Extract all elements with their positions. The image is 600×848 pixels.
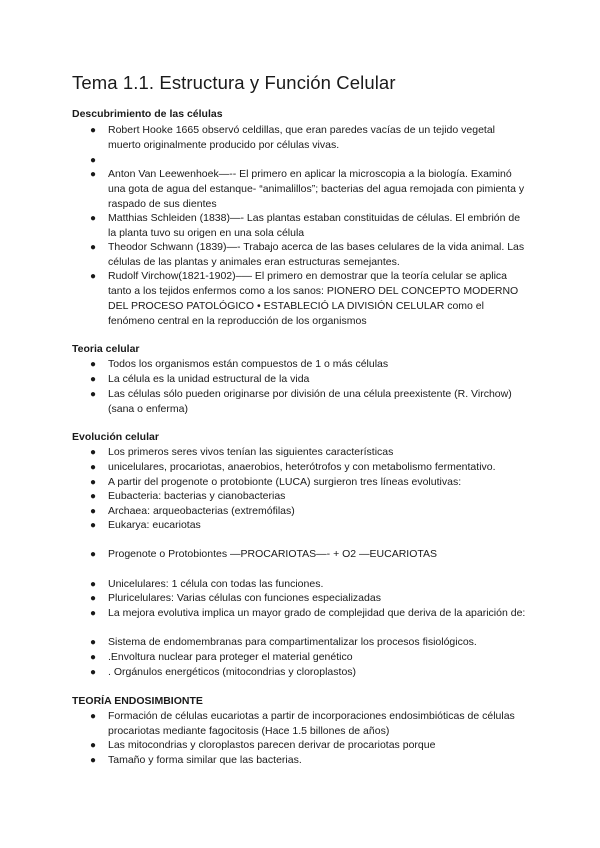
bullet-icon: ● xyxy=(90,374,97,385)
bullet-icon: ● xyxy=(90,389,97,400)
bullet-icon: ● xyxy=(90,579,97,590)
bullet-icon: ● xyxy=(90,506,97,517)
bullet-icon: ● xyxy=(90,155,97,166)
bullet-icon: ● xyxy=(90,462,97,473)
bullet-icon: ● xyxy=(90,213,97,224)
bullet-icon: ● xyxy=(90,593,97,604)
document-page: Tema 1.1. Estructura y Función Celular Descubrimiento de las células ● Robert Hooke 1665 observó celdillas, que eran paredes vacías de un tejido vegetal muerto originalmente producido por células vivas. ● ● Anton Van Leewenhoek—-- El primero en aplicar la microscopia a la biología. Examinó una gota de agua del estanque- “animalillos”; bacterias del agua remojada con pimienta y raspado de sus dientes ● Matthias Schleiden (1838)—- Las plantas estaban constituidas de células. El embrión de la planta tuvo su origen en una sola célula ● Theodor Schwann (1839)—- Trabajo acerca de las bases celulares de la vida animal. Las células de las plantas y animales eran estructuras semejantes. ● Rudolf Virchow(1821-1902)–— El primero en demostrar que la teoría celular se aplica tanto a los tejidos enfermos como a los sanos: PIONERO DEL CONCEPTO MODERNO DEL PROCESO PATOLÓGICO • ESTABLECIÓ LA DIVISIÓN CELULAR como el fenómeno central en la reproducción de los organismos Teoria celular ● Todos los organismos están compuestos de 1 o más células ● La célula es la unidad estructural de la vida ● Las células sólo pueden originarse por división de una célula preexistente (R. Virchow) (sana o enferma) Evolución celular ● Los primeros seres vivos tenían las siguientes características ● unicelulares, procariotas, anaerobios, heterótrofos y con metabolismo fermentativo. ● A partir del progenote o protobionte (LUCA) surgieron tres líneas evolutivas: ● Eubacteria: bacterias y cianobacterias ● Archaea: arqueobacterias (extremófilas) ● Eukarya: eucariotas ● Progenote o Protobiontes —PROCARIOTAS—- + O2 —EUCARIOTAS ● Unicelulares: 1 célula con todas las funciones. ● Pluricelulares: Varias células con funciones especializadas ● La mejora evolutiva implica un mayor grado de complejidad que deriva de la aparición de: ● Sistema de endomembranas para compartimentalizar los procesos fisiológicos. ● .Envoltura nuclear para proteger el material genético ● . Orgánulos energéticos (mitocondrias y cloroplastos) TEORÍA ENDOSIMBIONTE ● Formación de células eucariotas a partir de incorporaciones endosimbióticas de células procariotas mediante fagocitosis (Hace 1.5 billones de años) ● Las mitocondrias y cloroplastos parecen derivar de procariotas porque ● Tamaño y forma similar que las bacterias. xyxy=(72,72,526,766)
page-title: Tema 1.1. Estructura y Función Celular xyxy=(72,72,396,93)
section-heading-teoria-celular: Teoria celular xyxy=(72,343,140,355)
bullet-icon: ● xyxy=(90,549,97,560)
bullet-icon: ● xyxy=(90,447,97,458)
bullet-icon: ● xyxy=(90,242,97,253)
bullet-icon: ● xyxy=(90,755,97,766)
bullet-icon: ● xyxy=(90,125,97,136)
bullet-icon: ● xyxy=(90,520,97,531)
bullet-icon: ● xyxy=(90,637,97,648)
bullet-icon: ● xyxy=(90,608,97,619)
bullet-icon: ● xyxy=(90,491,97,502)
section-heading-teoria-endosimbionte: TEORÍA ENDOSIMBIONTE xyxy=(72,695,203,707)
bullet-icon: ● xyxy=(90,667,97,678)
bullet-icon: ● xyxy=(90,169,97,180)
bullet-icon: ● xyxy=(90,740,97,751)
section-heading-descubrimiento: Descubrimiento de las células xyxy=(72,108,223,120)
bullet-icon: ● xyxy=(90,271,97,282)
bullet-icon: ● xyxy=(90,711,97,722)
bullet-icon: ● xyxy=(90,359,97,370)
bullet-icon: ● xyxy=(90,652,97,663)
section-heading-evolucion-celular: Evolución celular xyxy=(72,431,159,443)
bullet-icon: ● xyxy=(90,477,97,488)
